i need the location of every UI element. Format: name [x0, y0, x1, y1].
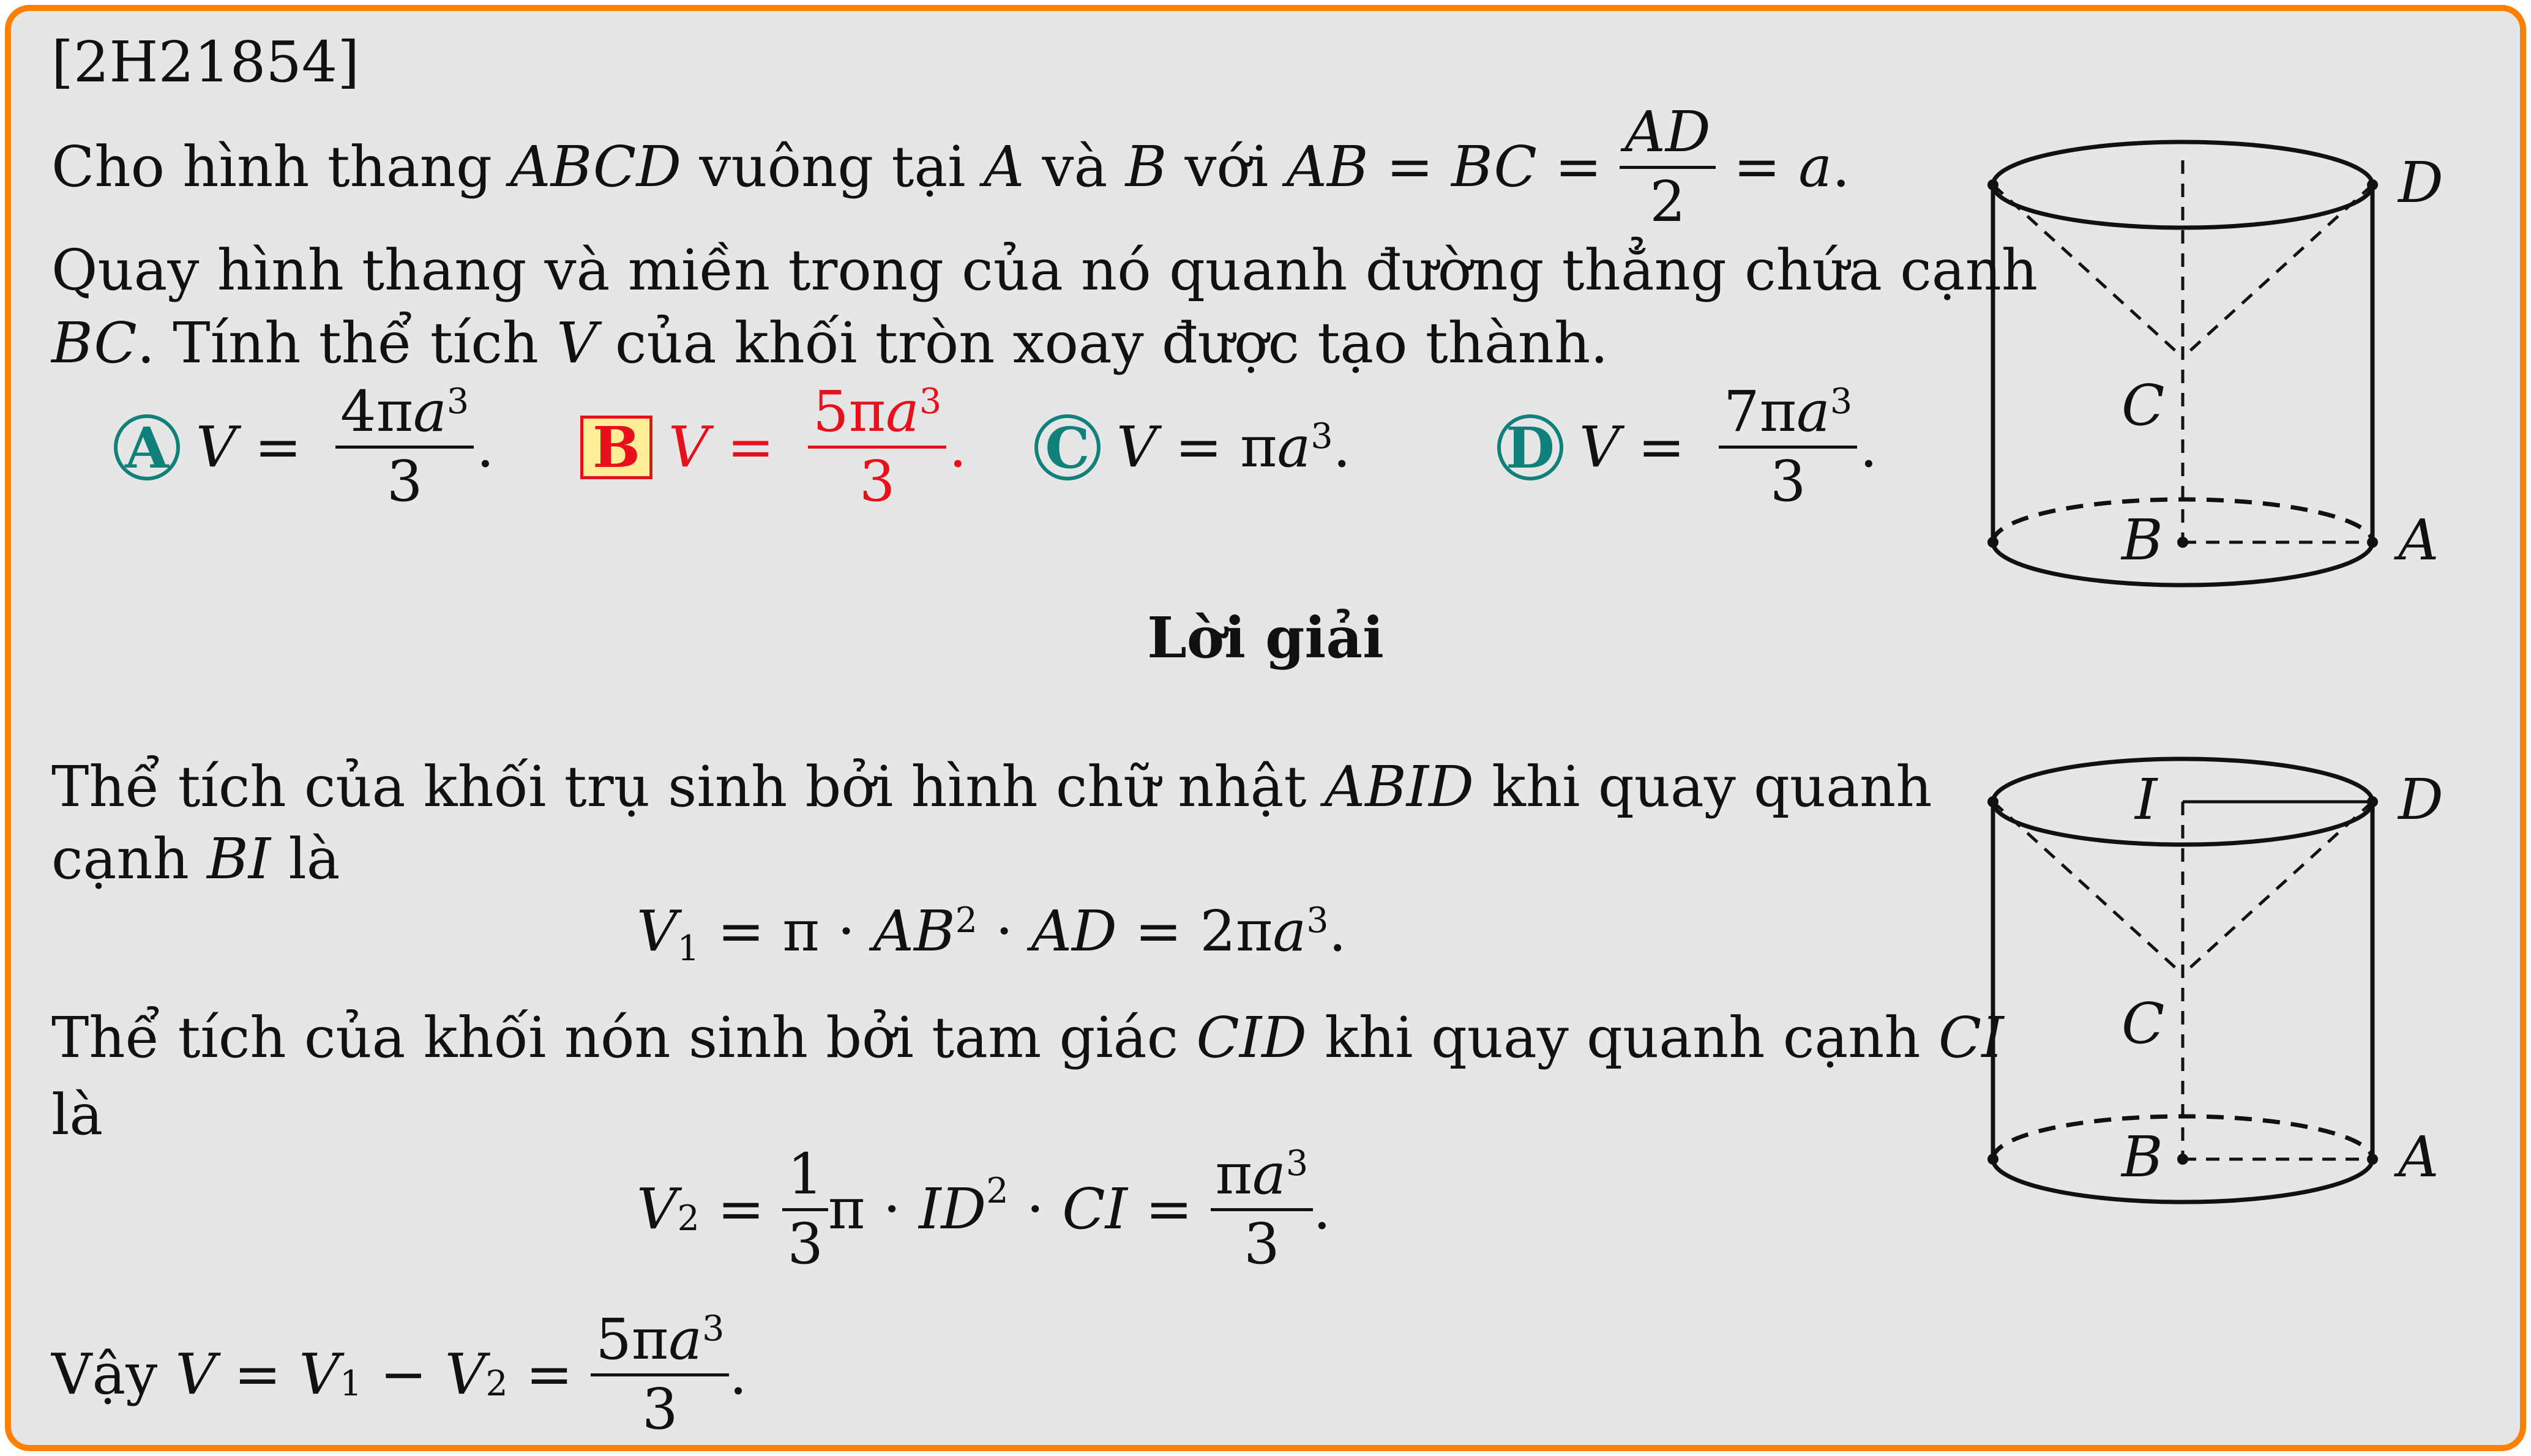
fig2-label-c: C	[2122, 991, 2165, 1056]
option-a-marker[interactable]: A	[114, 414, 180, 480]
option-b[interactable]: B V = $\frac{5\pi a^3}{3}$ .	[580, 372, 966, 522]
fig2-label-a: A	[2398, 1124, 2439, 1190]
fig1-label-b: B	[2122, 507, 2163, 573]
equation-v2: V $_2$ = $\frac{1}{3}$ π · ID $^2$ · CI = $\frac{\pi a^3}{3}$ .	[637, 1141, 1331, 1277]
solution-paragraph-2b: là	[51, 1082, 103, 1148]
solution-paragraph-1: Thể tích của khối trụ sinh bởi hình chữ nhật ABID khi quay quanh	[51, 754, 1932, 819]
option-d[interactable]: D V = $\frac{7\pi a^3}{3}$ .	[1497, 372, 1877, 522]
fraction-one-third: $\frac{1}{3}$	[782, 1141, 828, 1277]
solution-paragraph-2: Thể tích của khối nón sinh bởi tam giác CID khi quay quanh cạnh CI	[51, 1005, 2004, 1070]
fig2-point-d	[2367, 796, 2378, 807]
fig2-bottom-front	[1993, 1159, 2372, 1202]
fig2-label-i: I	[2135, 767, 2158, 832]
fig2-label-b: B	[2122, 1124, 2163, 1190]
option-a-fraction: $\frac{4\pi a^3}{3}$	[335, 379, 474, 515]
fig1-cone-left	[1993, 185, 2183, 357]
option-c-marker[interactable]: C	[1034, 414, 1101, 480]
fig1-label-c: C	[2122, 373, 2165, 438]
question-line-3: BC. Tính thể tích V của khối tròn xoay được tạo thành.	[51, 310, 1609, 376]
fraction-pi-a3-over-3: $\frac{\pi a^3}{3}$	[1211, 1141, 1314, 1277]
option-d-fraction: $\frac{7\pi a^3}{3}$	[1719, 379, 1857, 515]
fig1-point-b	[2177, 537, 2188, 548]
fig1-point-d	[2367, 179, 2378, 190]
option-b-marker[interactable]: B	[580, 416, 652, 479]
solution-paragraph-1b: cạnh BI là	[51, 826, 340, 892]
fig2-point-a	[2367, 1154, 2378, 1165]
problem-id: [2H21854]	[51, 29, 360, 95]
question-line-1: Cho hình thang ABCD vuông tại A và B với AB = BC = $\frac{AD}{2}$ = a .	[51, 99, 1850, 234]
fraction-ad-over-2: $\frac{AD}{2}$	[1620, 99, 1715, 235]
equation-v1: $V_1 = \pi \cdot AB^2$ · AD = $2\pi a^3$.	[637, 898, 1347, 969]
fig1-cone-right	[2183, 185, 2372, 357]
solution-conclusion: Vậy V = V $_1$ − V $_2$ = $\frac{5\pi a^3}{3}$ .	[51, 1306, 747, 1442]
option-d-marker[interactable]: D	[1497, 414, 1563, 480]
option-a[interactable]: A V = $\frac{4\pi a^3}{3}$ .	[114, 372, 494, 522]
fig2-label-d: D	[2398, 767, 2443, 832]
solution-title: Lời giải	[1147, 605, 1384, 671]
problem-card	[5, 5, 2526, 1451]
question-line-2: Quay hình thang và miền trong của nó quanh đường thẳng chứa cạnh	[51, 237, 2038, 303]
fraction-5pi-a3-over-3: $\frac{5\pi a^3}{3}$	[591, 1307, 729, 1443]
fig1-label-d: D	[2398, 150, 2443, 215]
option-c[interactable]: C $V = \pi a^3$.	[1034, 372, 1351, 522]
fig2-cone-right	[2183, 802, 2372, 974]
figure-cylinder-1	[11, 11, 2520, 1445]
option-b-fraction: $\frac{5\pi a^3}{3}$	[808, 379, 946, 515]
fig1-point-a	[2367, 537, 2378, 548]
fig1-label-a: A	[2398, 507, 2439, 573]
fig1-bottom-front	[1993, 542, 2372, 585]
fig2-point-b	[2177, 1154, 2188, 1165]
